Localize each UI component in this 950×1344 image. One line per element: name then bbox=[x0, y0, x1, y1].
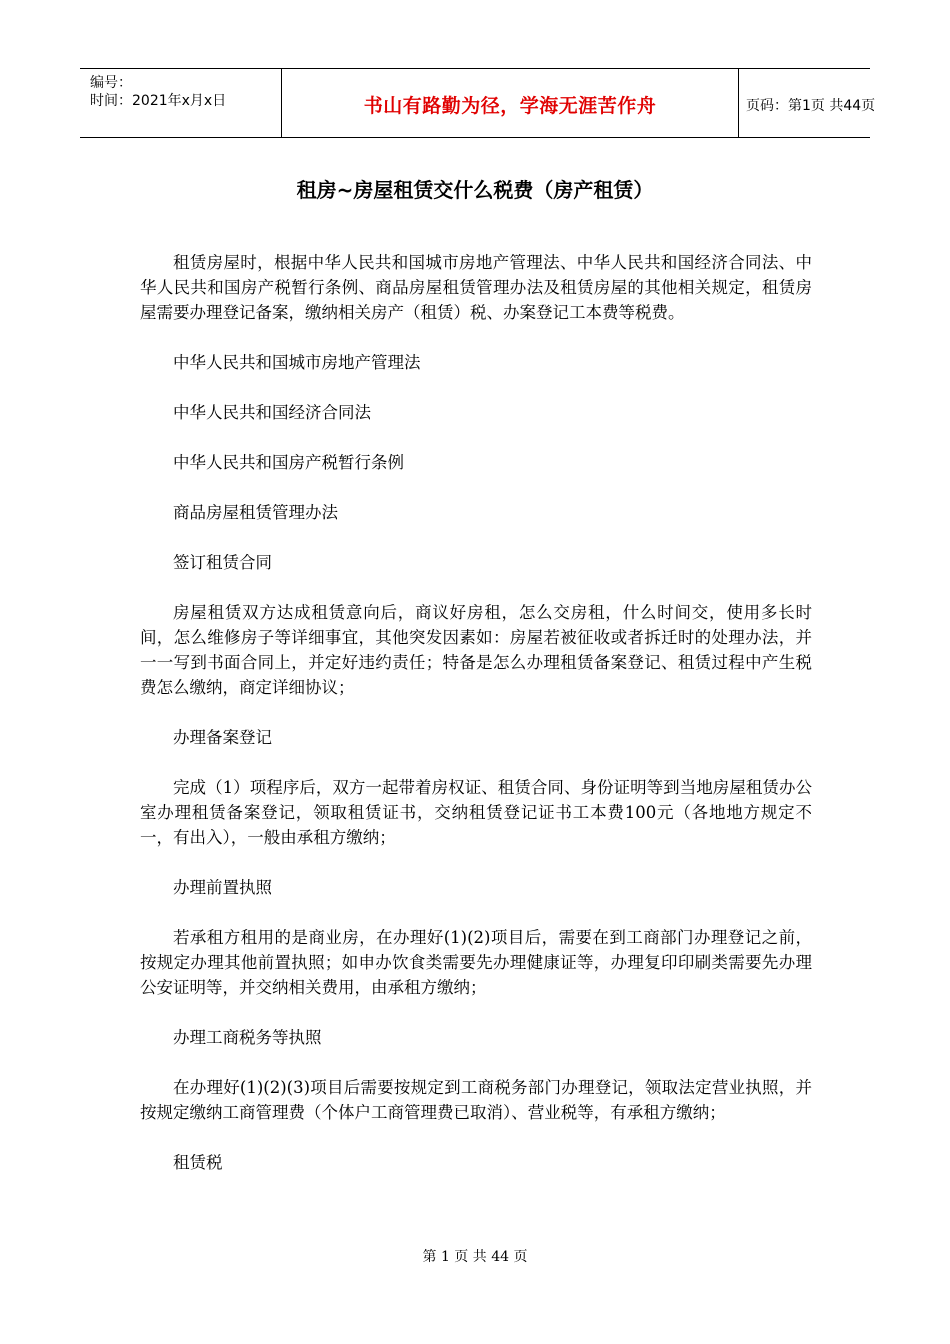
law-item: 商品房屋租赁管理办法 bbox=[173, 503, 338, 522]
header-motto-cell bbox=[281, 69, 739, 137]
section-heading: 签订租赁合同 bbox=[173, 553, 272, 572]
section-heading: 办理备案登记 bbox=[173, 728, 272, 747]
paragraph: 租赁房屋时，根据中华人民共和国城市房地产管理法、中华人民共和国经济合同法、中华人民共和国房产税暂行条例、商品房屋租赁管理办法及租赁房屋的其他相关规定，租赁房屋需要办理登记备案，缴纳相关房产（租赁）税、办案登记工本费等税费。 bbox=[140, 253, 812, 322]
paragraph: 若承租方租用的是商业房，在办理好(1)(2)项目后，需要在到工商部门办理登记之前，按规定办理其他前置执照；如申办饮食类需要先办理健康证等，办理复印印刷类需要先办理公安证明等，并交纳相关费用，由承租方缴纳； bbox=[140, 928, 812, 997]
motto-text: 书山有路勤为径，学海无涯苦作舟 bbox=[363, 95, 657, 117]
law-item: 中华人民共和国城市房地产管理法 bbox=[173, 353, 421, 372]
page-info: 页码：第1页 共44页 bbox=[746, 98, 876, 114]
section-heading: 租赁税 bbox=[173, 1153, 223, 1172]
paragraph: 在办理好(1)(2)(3)项目后需要按规定到工商税务部门办理登记，领取法定营业执照，并按规定缴纳工商管理费（个体户工商管理费已取消）、营业税等，有承租方缴纳； bbox=[140, 1078, 812, 1122]
law-item: 中华人民共和国经济合同法 bbox=[173, 403, 371, 422]
law-item: 中华人民共和国房产税暂行条例 bbox=[173, 453, 404, 472]
number-label: 编号： bbox=[90, 75, 132, 91]
page-footer: 第 1 页 共 44 页 bbox=[422, 1249, 528, 1265]
paragraph: 完成（1）项程序后，双方一起带着房权证、租赁合同、身份证明等到当地房屋租赁办公室办理租赁备案登记，领取租赁证书，交纳租赁登记证书工本费100元（各地地方规定不一，有出入），一般由承租方缴纳； bbox=[140, 778, 812, 847]
header-meta-cell bbox=[80, 69, 280, 137]
header-page-cell bbox=[738, 69, 876, 137]
section-heading: 办理工商税务等执照 bbox=[173, 1028, 322, 1047]
document-body bbox=[140, 250, 812, 1200]
document-title: 租房~房屋租赁交什么税费（房产租赁） bbox=[296, 178, 654, 202]
section-heading: 办理前置执照 bbox=[173, 878, 272, 897]
time-label: 时间：2021年x月x日 bbox=[90, 93, 227, 109]
paragraph: 房屋租赁双方达成租赁意向后，商议好房租，怎么交房租，什么时间交，使用多长时间，怎么维修房子等详细事宜，其他突发因素如：房屋若被征收或者拆迁时的处理办法，并一一写到书面合同上，并定好违约责任；特备是怎么办理租赁备案登记、租赁过程中产生税费怎么缴纳，商定详细协议； bbox=[140, 603, 812, 697]
document-header bbox=[80, 68, 876, 138]
